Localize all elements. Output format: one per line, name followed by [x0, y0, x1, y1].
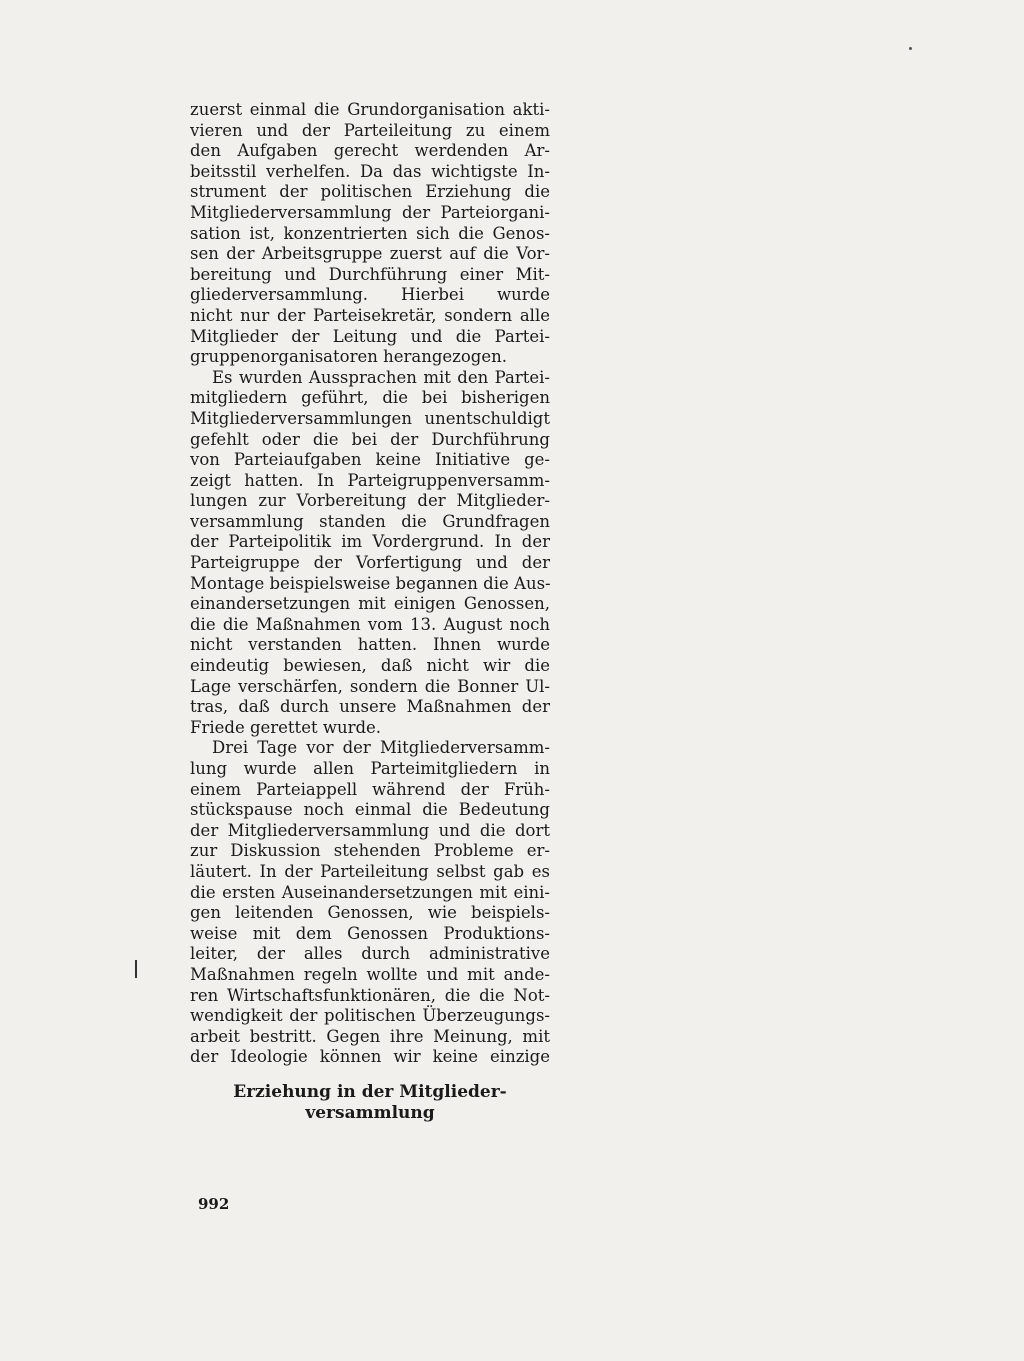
text-line: zeigt hatten. In Parteigruppenversamm- — [190, 470, 550, 490]
heading-line: Erziehung in der Mitglieder- — [233, 1081, 507, 1102]
text-line: Parteigruppe der Vorfertigung und der — [190, 553, 550, 573]
text-line: die ersten Auseinandersetzungen mit eini- — [190, 882, 550, 902]
text-line: Maßnahmen regeln wollte und mit ande- — [190, 964, 550, 984]
text-line: gruppenorganisatoren herangezogen. — [190, 347, 508, 367]
paragraph — [190, 368, 550, 739]
text-line: lungen zur Vorbereitung der Mitglieder- — [190, 491, 550, 511]
text-line: bereitung und Durchführung einer Mit- — [190, 264, 550, 284]
text-line: arbeit bestritt. Gegen ihre Meinung, mit — [190, 1026, 550, 1046]
text-line: eindeutig bewiesen, daß nicht wir die — [190, 656, 550, 676]
text-line: mitgliedern geführt, die bei bisherigen — [190, 388, 550, 408]
text-line: Lage verschärfen, sondern die Bonner Ul- — [190, 676, 550, 696]
text-line: sen der Arbeitsgruppe zuerst auf die Vor- — [190, 244, 550, 264]
text-line: der Parteipolitik im Vordergrund. In der — [190, 532, 550, 552]
text-line: beitsstil verhelfen. Da das wichtigste In- — [190, 161, 550, 181]
text-line: Es wurden Aussprachen mit den Partei- — [212, 367, 550, 387]
text-line: stückspause noch einmal die Bedeutung — [190, 800, 550, 820]
text-line: Mitgliederversammlung der Parteiorgani- — [190, 202, 550, 222]
paragraph-gap — [558, 100, 908, 110]
text-line: tras, daß durch unsere Maßnahmen der — [190, 697, 550, 717]
text-line: nicht verstanden hatten. Ihnen wurde — [190, 635, 550, 655]
paragraph — [190, 738, 550, 1068]
text-line: von Parteiaufgaben keine Initiative ge- — [190, 450, 550, 470]
text-line: gliederversammlung. Hierbei wurde — [190, 285, 550, 305]
paragraph-gap — [558, 110, 908, 120]
text-line: Montage beispielsweise begannen die Aus- — [190, 573, 551, 593]
text-line: der Ideologie können wir keine einzige — [190, 1047, 550, 1067]
text-line: vieren und der Parteileitung zu einem — [190, 120, 550, 140]
text-line: zuerst einmal die Grundorganisation akti- — [190, 100, 550, 119]
text-line: versammlung standen die Grundfragen — [190, 511, 550, 531]
scan-speck — [909, 47, 912, 50]
text-line: Mitglieder der Leitung und die Partei- — [190, 326, 550, 346]
scan-mark — [135, 960, 137, 978]
right-column — [558, 100, 908, 120]
text-line: zur Diskussion stehenden Probleme er- — [190, 841, 550, 861]
section-heading — [190, 1082, 550, 1123]
text-line: gefehlt oder die bei der Durchführung — [190, 429, 550, 449]
text-line: Friede gerettet wurde. — [190, 717, 382, 737]
text-line: die die Maßnahmen vom 13. August noch — [190, 614, 550, 634]
page-number: 992 — [198, 1195, 230, 1213]
text-line: strument der politischen Erziehung die — [190, 182, 550, 202]
text-line: leiter, der alles durch administrative — [190, 944, 550, 964]
left-column — [190, 100, 550, 1129]
text-line: einem Parteiappell während der Früh- — [190, 779, 550, 799]
text-line: Mitgliederversammlungen unentschuldigt — [190, 408, 550, 428]
text-line: lung wurde allen Parteimitgliedern in — [190, 759, 550, 778]
text-line: Drei Tage vor der Mitgliederversamm- — [212, 738, 550, 758]
text-line: den Aufgaben gerecht werdenden Ar- — [190, 141, 550, 161]
text-line: gen leitenden Genossen, wie beispiels- — [190, 903, 550, 923]
heading-line: versammlung — [305, 1102, 435, 1123]
text-line: ren Wirtschaftsfunktionären, die die Not- — [190, 985, 550, 1005]
text-line: der Mitgliederversammlung und die dort — [190, 820, 550, 840]
text-line: läutert. In der Parteileitung selbst gab es — [190, 861, 550, 881]
text-line: nicht nur der Parteisekretär, sondern alle — [190, 305, 550, 325]
text-line: wendigkeit der politischen Überzeugungs- — [190, 1006, 550, 1026]
text-line: sation ist, konzentrierten sich die Genos- — [190, 223, 550, 243]
text-line: einandersetzungen mit einigen Genossen, — [190, 594, 550, 614]
text-line: weise mit dem Genossen Produktions- — [190, 923, 550, 943]
paragraph — [190, 100, 550, 368]
